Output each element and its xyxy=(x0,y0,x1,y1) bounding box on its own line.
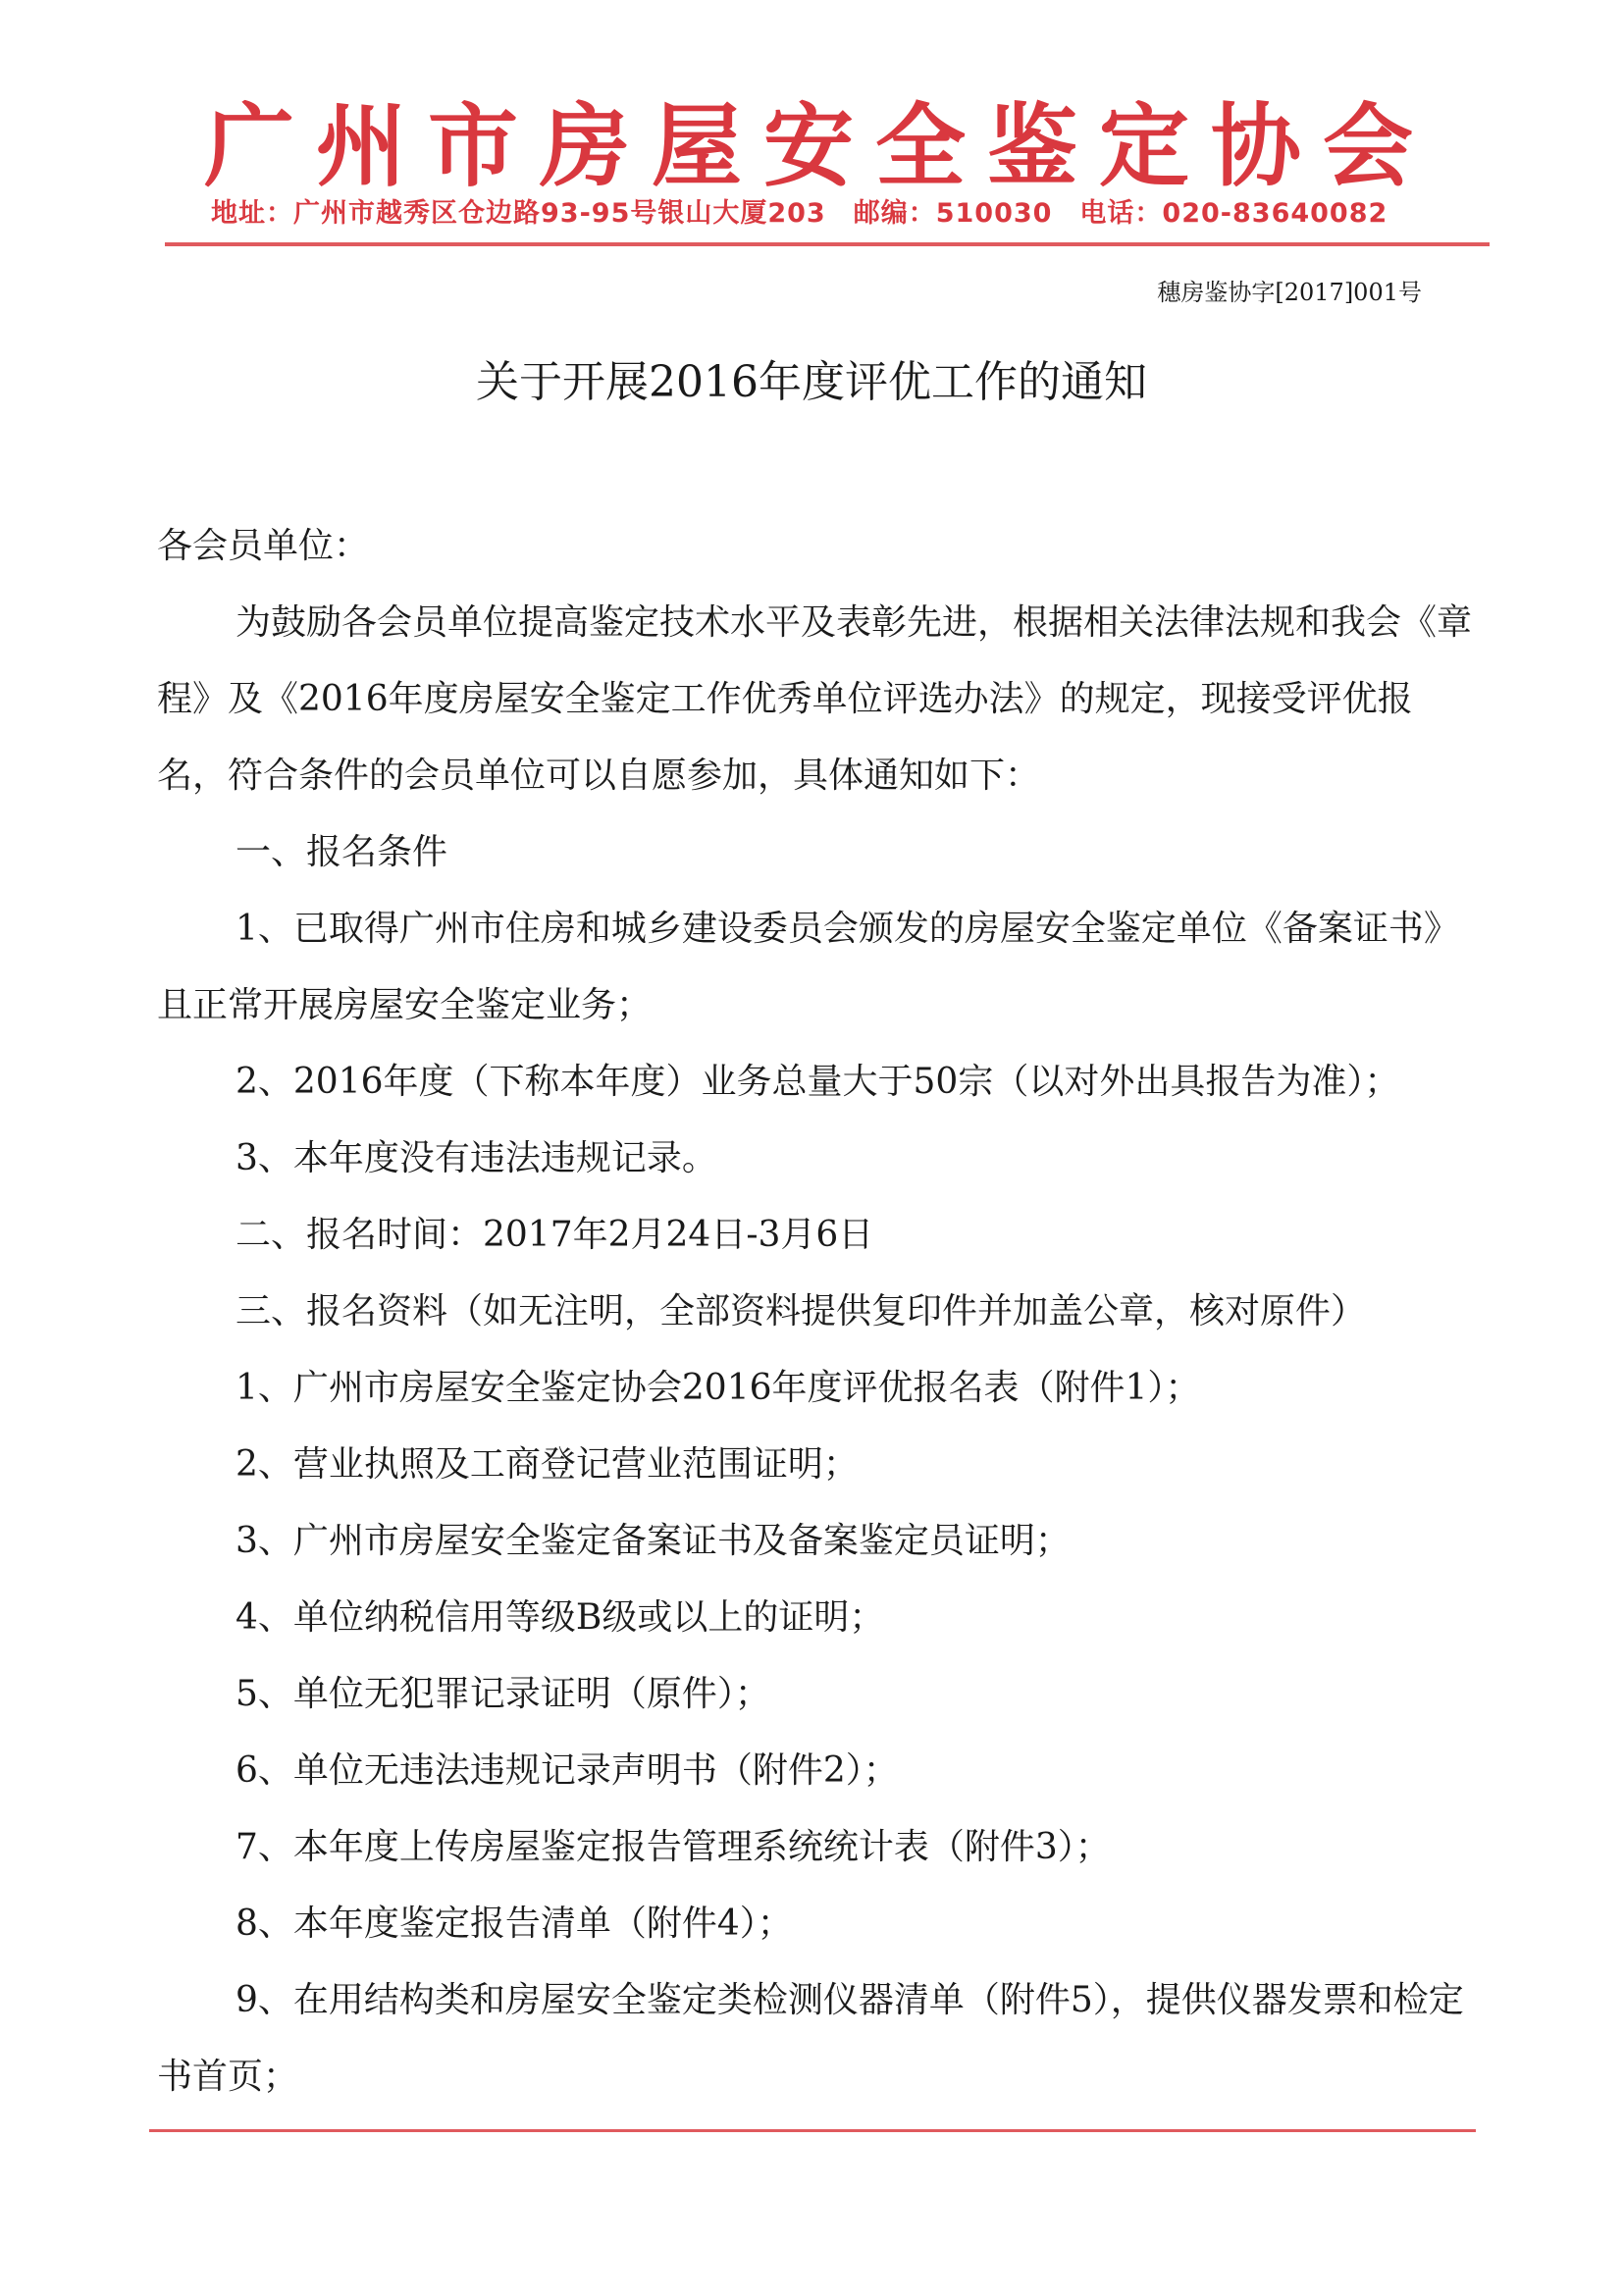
letterhead-address: 地址：广州市越秀区仓边路93-95号银山大厦203 邮编：510030 电话：020-83640082 xyxy=(211,198,1388,229)
section-1-heading: 一、报名条件 xyxy=(236,832,448,872)
section-3-item: 8、本年度鉴定报告清单（附件4）； xyxy=(236,1904,793,1944)
section-3-item: 6、单位无违法违规记录声明书（附件2）； xyxy=(236,1750,899,1791)
letterhead-org-name: 广州市房屋安全鉴定协会 xyxy=(203,94,1435,199)
footer-divider xyxy=(149,2129,1476,2132)
section-1-item: 3、本年度没有违法违规记录。 xyxy=(236,1138,717,1178)
section-3-item: 9、在用结构类和房屋安全鉴定类检测仪器清单（附件5），提供仪器发票和检定书首页； xyxy=(157,1980,1464,2097)
section-3-item: 1、广州市房屋安全鉴定协会2016年度评优报名表（附件1）； xyxy=(236,1368,1201,1408)
document-body xyxy=(157,508,1476,2115)
section-3-item: 2、营业执照及工商登记营业范围证明； xyxy=(236,1444,859,1485)
section-1-item: 2、2016年度（下称本年度）业务总量大于50宗（以对外出具报告为准）； xyxy=(236,1062,1400,1102)
intro-paragraph: 为鼓励各会员单位提高鉴定技术水平及表彰先进，根据相关法律法规和我会《章程》及《2016年度房屋安全鉴定工作优秀单位评选办法》的规定，现接受评优报名，符合条件的会员单位可以自愿参加，具体通知如下： xyxy=(157,602,1473,796)
section-3-heading: 三、报名资料（如无注明，全部资料提供复印件并加盖公章，核对原件） xyxy=(236,1291,1367,1331)
section-1-item: 1、已取得广州市住房和城乡建设委员会颁发的房屋安全鉴定单位《备案证书》且正常开展房屋安全鉴定业务； xyxy=(157,909,1459,1025)
section-2-heading: 二、报名时间：2017年2月24日-3月6日 xyxy=(236,1215,874,1255)
document-title: 关于开展2016年度评优工作的通知 xyxy=(476,357,1147,407)
salutation: 各会员单位： xyxy=(157,526,370,566)
section-3-item: 3、广州市房屋安全鉴定备案证书及备案鉴定员证明； xyxy=(236,1521,1071,1561)
section-3-item: 5、单位无犯罪记录证明（原件）； xyxy=(236,1674,770,1714)
document-number: 穗房鉴协字[2017]001号 xyxy=(1157,279,1422,306)
section-3-item: 4、单位纳税信用等级B级或以上的证明； xyxy=(236,1597,885,1638)
letterhead-divider xyxy=(165,242,1490,246)
section-3-item: 7、本年度上传房屋鉴定报告管理系统统计表（附件3）； xyxy=(236,1827,1111,1867)
